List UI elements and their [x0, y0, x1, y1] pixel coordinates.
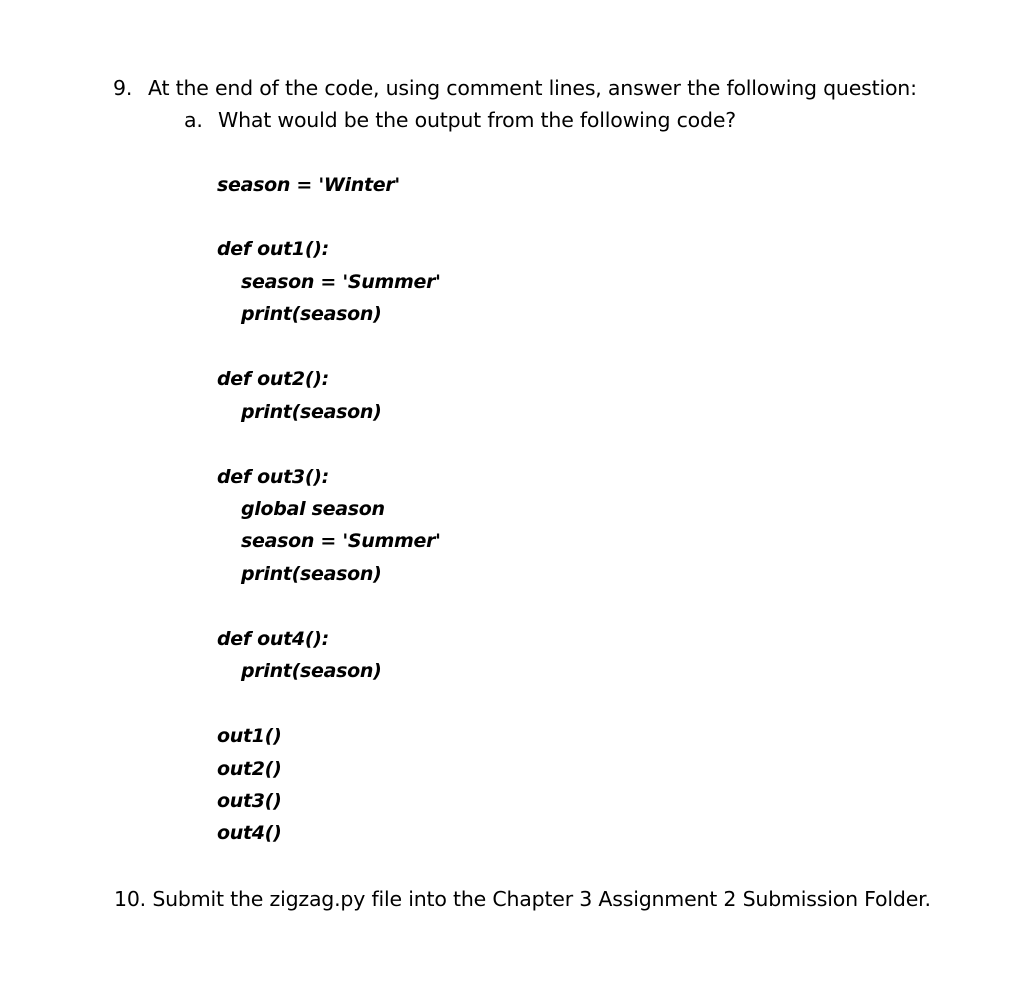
code-line: def out4():: [217, 628, 329, 650]
code-line: out1(): [217, 725, 282, 747]
code-line: global season: [241, 498, 385, 520]
code-line: season = 'Winter': [217, 174, 400, 196]
code-line: print(season): [241, 563, 382, 585]
code-line: def out2():: [217, 368, 329, 390]
code-line: season = 'Summer': [241, 271, 441, 293]
code-line: print(season): [241, 401, 382, 423]
code-line: out2(): [217, 758, 282, 780]
code-line: out3(): [217, 790, 282, 812]
code-line: print(season): [241, 660, 382, 682]
question-10-text: 10. Submit the zigzag.py file into the Chapter 3 Assignment 2 Submission Folder.: [114, 887, 931, 911]
code-line: print(season): [241, 303, 382, 325]
code-line: out4(): [217, 822, 282, 844]
question-9-text: At the end of the code, using comment lines, answer the following question:: [148, 76, 917, 100]
code-line: season = 'Summer': [241, 530, 441, 552]
question-9-number: 9.: [113, 76, 133, 100]
code-line: def out3():: [217, 466, 329, 488]
question-9a-letter: a.: [184, 108, 203, 132]
question-9a-text: What would be the output from the following code?: [218, 108, 736, 132]
code-line: def out1():: [217, 238, 329, 260]
